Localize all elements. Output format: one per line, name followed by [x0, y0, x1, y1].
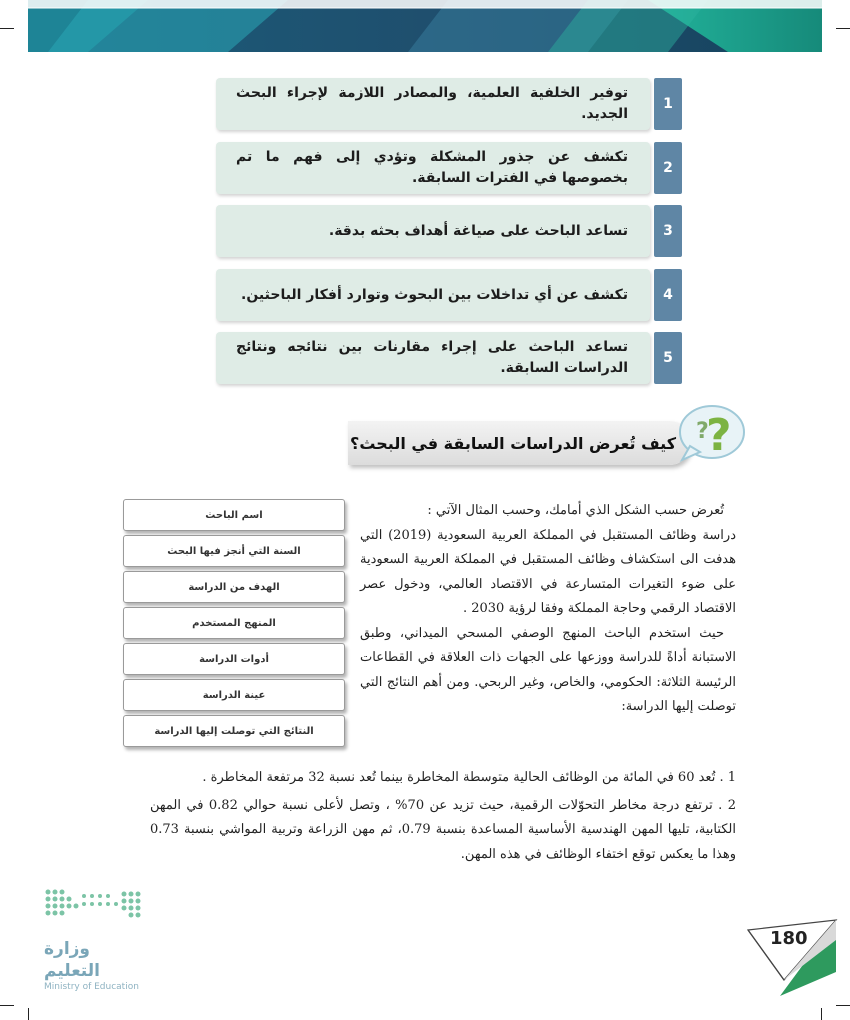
section-heading: [348, 421, 690, 465]
form-field-box: النتائج التي توصلت إليها الدراسة: [123, 715, 345, 747]
crop-mark: [28, 1008, 29, 1020]
svg-text:?: ?: [696, 419, 709, 444]
page-number: 180: [770, 928, 808, 949]
list-item-text: تساعد الباحث على صياغة أهداف بحثه بدقة.: [328, 222, 628, 239]
form-field-box: المنهج المستخدم: [123, 607, 345, 639]
study-paragraph: دراسة وظائف المستقبل في المملكة العربية السعودية (2019) التي هدفت الى استكشاف وظائف المستقبل في المملكة العربية السعودية على ضوء التغيرات المتسارعة في الاقتصاد العالمي، ودخول عصر الاقتصاد الرقمي وحاجة المملكة وفقا لرؤية 2030 .: [360, 527, 736, 616]
crop-mark: [836, 28, 850, 29]
list-item-number: 4: [654, 269, 682, 321]
form-field-box: السنة التي أنجز فيها البحث: [123, 535, 345, 567]
list-item-number: 5: [654, 332, 682, 384]
results-list: [150, 766, 736, 867]
header-banner: [28, 0, 822, 52]
list-item-number: 1: [654, 78, 682, 130]
crop-mark: [0, 1005, 14, 1006]
form-field-box: اسم الباحث: [123, 499, 345, 531]
crop-mark: [836, 1005, 850, 1006]
list-item: [216, 332, 682, 384]
section-heading-text: كيف تُعرض الدراسات السابقة في البحث؟: [350, 433, 676, 453]
list-item-number: 2: [654, 142, 682, 194]
svg-text:?: ?: [706, 410, 732, 461]
list-item-text: تكشف عن أي تداخلات بين البحوث وتوارد أفكار الباحثين.: [241, 286, 628, 303]
crop-mark: [821, 1008, 822, 1020]
ministry-logo: [40, 886, 150, 992]
list-item-text: تكشف عن جذور المشكلة وتؤدي إلى فهم ما تم بخصوصها في الفترات السابقة.: [236, 149, 628, 186]
example-text-block: [360, 499, 736, 720]
form-field-box: الهدف من الدراسة: [123, 571, 345, 603]
question-bubble-icon: [676, 398, 750, 466]
list-item-text: توفير الخلفية العلمية، والمصادر اللازمة لإجراء البحث الجديد.: [236, 85, 628, 122]
form-field-box: أدوات الدراسة: [123, 643, 345, 675]
ministry-name-english: Ministry of Education: [44, 982, 139, 992]
result-item: 1 . تُعد 60 في المائة من الوظائف الحالية متوسطة المخاطرة بينما تُعد نسبة 32 مرتفعة المخاطرة .: [202, 770, 736, 785]
list-item-number: 3: [654, 205, 682, 257]
list-item: [216, 269, 682, 321]
list-item: [216, 142, 682, 194]
result-item: 2 . ترتفع درجة مخاطر التحوّلات الرقمية، حيث تزيد عن 70% ، وتصل لأعلى نسبة حوالي 0.82 في المهن الكتابية، تليها المهن الهندسية الأساسية المساعدة بنسبة 0.79، ثم مهن الزراعة وتربية المواشي بنسبة 0.73 وهذا ما يعكس توقع اختفاء الوظائف في هذه المهن.: [150, 797, 737, 862]
form-field-box: عينة الدراسة: [123, 679, 345, 711]
intro-line: تُعرض حسب الشكل الذي أمامك، وحسب المثال الآتي :: [427, 503, 724, 518]
list-item-text: تساعد الباحث على إجراء مقارنات بين نتائجه ونتائج الدراسات السابقة.: [236, 339, 628, 376]
list-item: [216, 78, 682, 130]
list-item: [216, 205, 682, 257]
ministry-logo-dots-icon: [40, 886, 150, 930]
crop-mark: [0, 28, 14, 29]
method-paragraph: حيث استخدم الباحث المنهج الوصفي المسحي الميداني، وطبق الاستبانة أداةً للدراسة ووزعها على الجهات ذات العلاقة في القطاعات الرئيسة الثلاثة: الحكومي، والخاص، وغير الربحي. ومن أهم النتائج التي توصلت إليها الدراسة:: [360, 625, 736, 714]
ministry-name-arabic: وزارة التعليم: [44, 939, 100, 981]
